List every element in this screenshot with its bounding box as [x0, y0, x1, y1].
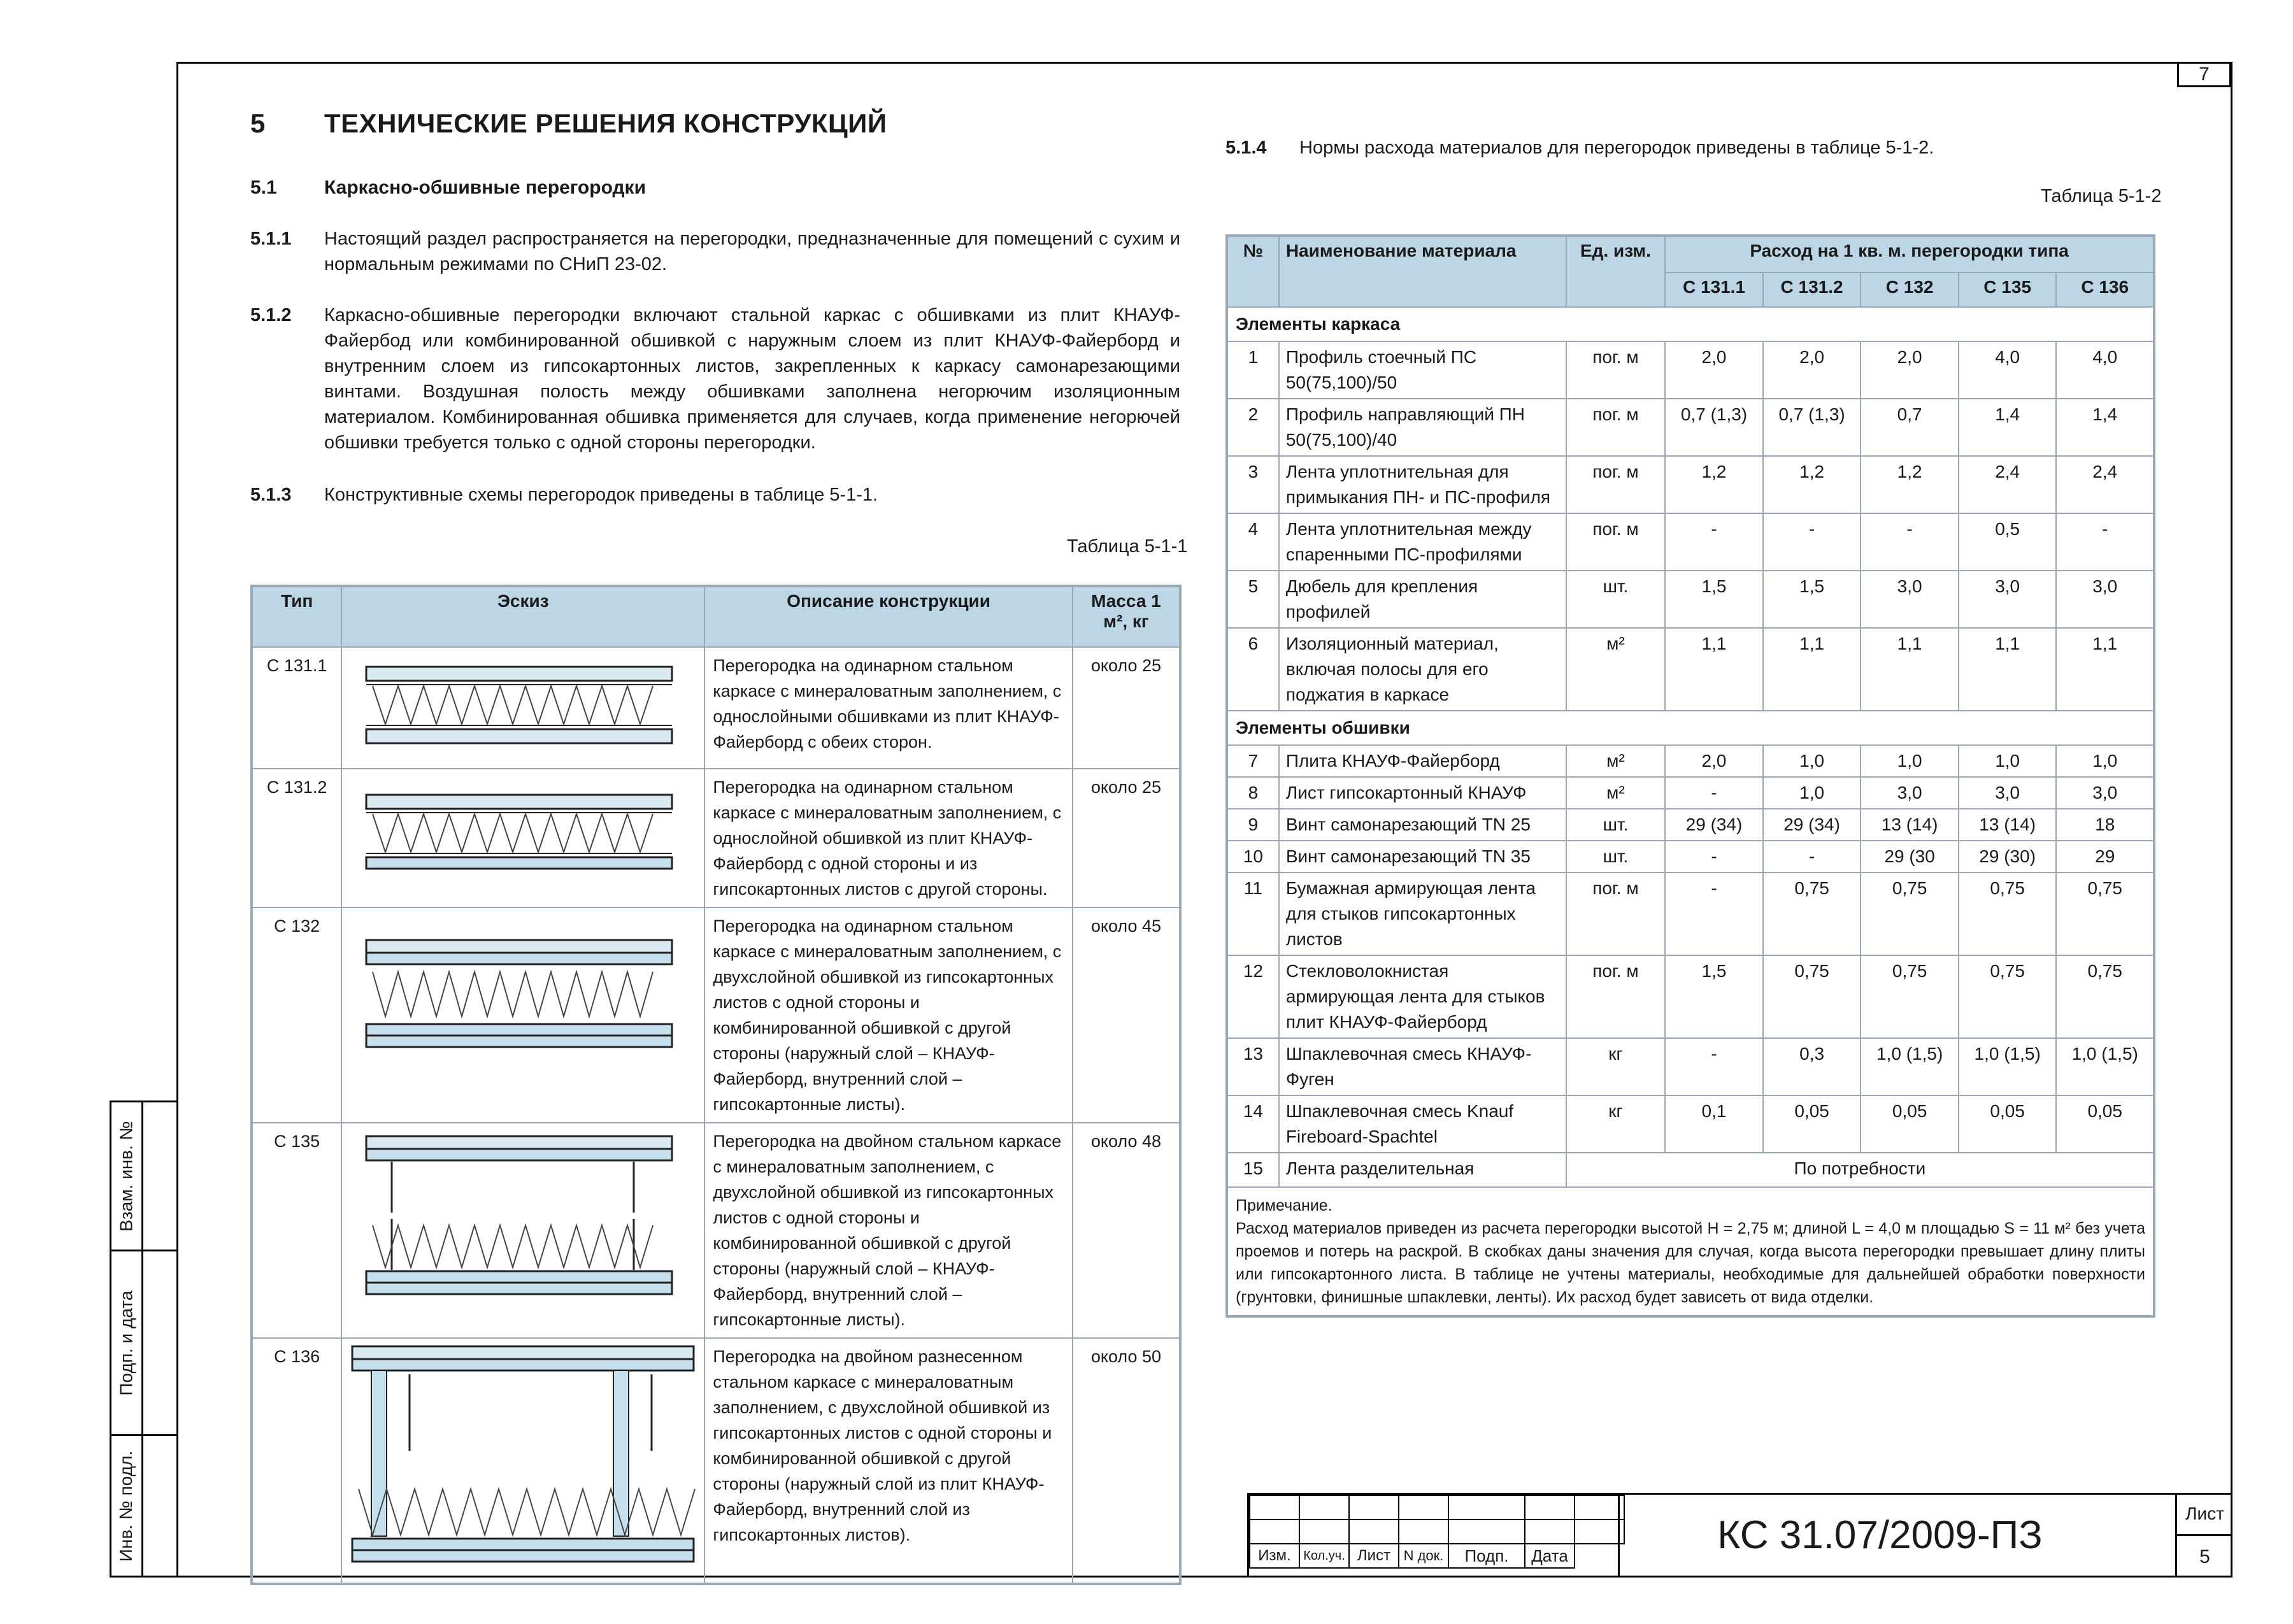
value-cell: 4,0: [2056, 341, 2154, 399]
value-cell: -: [1665, 1038, 1763, 1095]
value-cell: 0,5: [1959, 513, 2057, 571]
subsection-heading: 5.1 Каркасно-обшивные перегородки: [250, 177, 646, 198]
name-cell: Плита КНАУФ-Файерборд: [1279, 745, 1566, 777]
no-cell: 6: [1227, 628, 1279, 711]
value-cell: 1,1: [1861, 628, 1959, 711]
unit-cell: м²: [1566, 745, 1666, 777]
no-cell: 7: [1227, 745, 1279, 777]
no-cell: 5: [1227, 571, 1279, 628]
value-cell: 0,05: [2056, 1095, 2154, 1153]
stamp-podp: Подп.: [1448, 1544, 1525, 1568]
value-cell: -: [1763, 841, 1861, 873]
stamp-izm: Изм.: [1250, 1544, 1299, 1568]
col-header-type: С 136: [2056, 273, 2154, 307]
value-cell: 1,0: [1763, 777, 1861, 809]
value-cell: 0,7: [1861, 399, 1959, 456]
value-cell: 0,75: [1959, 873, 2057, 955]
value-cell: 0,75: [1861, 955, 1959, 1038]
partition-sketch: [354, 654, 685, 755]
desc-cell: Перегородка на одинарном стальном каркасе с минераловатным заполнением, с однослойными обшивками из плит КНАУФ-Файерборд с обеих сторон.: [704, 647, 1073, 769]
paragraph-5-1-2: 5.1.2 Каркасно-обшивные перегородки включают стальной каркас с обшивками из плит КНАУФ-Файербод или комбинированной обшивкой с наружным слоем из плит КНАУФ-Файерборд и внутренним слоем из гипсокартонных листов, закрепленных к каркасу самонарезающими винтами. Воздушная полость между обшивками заполнена негорючим изоляционным материалом. Комбинированная обшивка применяется для случаев, когда применение негорючей обшивки требуется только с одной стороны перегородки.: [250, 305, 1180, 453]
side-cell-empty: [141, 1436, 178, 1578]
desc-cell: Перегородка на двойном разнесенном стальном каркасе с минераловатным заполнением, с двухслойной обшивкой из гипсокартонных листов с одной стороны и комбинированной обшивкой с другой стороны (наружный слой из плит КНАУФ-Файерборд, внутренний слой из гипсокартонных листов).: [704, 1338, 1073, 1584]
name-cell: Бумажная армирующая лента для стыков гипсокартонных листов: [1279, 873, 1566, 955]
no-cell: 13: [1227, 1038, 1279, 1095]
col-header-type: С 132: [1861, 273, 1959, 307]
no-cell: 2: [1227, 399, 1279, 456]
sheet-top-number: 7: [2177, 62, 2231, 87]
table-row: [1227, 955, 2154, 1038]
col-header-name: Наименование материала: [1279, 236, 1566, 307]
value-cell: 2,4: [2056, 456, 2154, 513]
no-cell: 12: [1227, 955, 1279, 1038]
mass-cell: около 45: [1073, 908, 1180, 1123]
unit-cell: пог. м: [1566, 955, 1666, 1038]
section-heading: 5 ТЕХНИЧЕСКИЕ РЕШЕНИЯ КОНСТРУКЦИЙ: [250, 108, 887, 138]
desc-cell: Перегородка на двойном стальном каркасе с минераловатным заполнением, с двухслойной обшивкой из гипсокартонных листов с одной стороны и комбинированной обшивкой с другой стороны (наружный слой – КНАУФ-Файерборд, внутренний слой – гипсокартонные листы).: [704, 1123, 1073, 1338]
no-cell: 1: [1227, 341, 1279, 399]
unit-cell: кг: [1566, 1038, 1666, 1095]
value-cell: 4,0: [1959, 341, 2057, 399]
value-cell: 29 (30): [1959, 841, 2057, 873]
no-cell: 4: [1227, 513, 1279, 571]
value-cell: 3,0: [1861, 571, 1959, 628]
name-cell: Винт самонарезающий TN 25: [1279, 809, 1566, 841]
value-cell: 3,0: [2056, 777, 2154, 809]
sheet-label: Лист: [2177, 1493, 2232, 1536]
name-cell: Лента уплотнительная для примыкания ПН- и ПС-профиля: [1279, 456, 1566, 513]
unit-cell: пог. м: [1566, 513, 1666, 571]
type-cell: С 136: [252, 1338, 341, 1584]
mass-cell: около 25: [1073, 769, 1180, 908]
side-cell-empty: [141, 1251, 178, 1436]
mass-cell: около 48: [1073, 1123, 1180, 1338]
mass-cell: около 25: [1073, 647, 1180, 769]
name-cell: Шпаклевочная смесь КНАУФ-Фуген: [1279, 1038, 1566, 1095]
value-cell: -: [1665, 873, 1763, 955]
sketch-c131-2: [341, 769, 704, 908]
unit-cell: шт.: [1566, 571, 1666, 628]
table-note: [1227, 1187, 2154, 1316]
value-cell: 1,0: [2056, 745, 2154, 777]
partition-sketch: [354, 776, 685, 884]
unit-cell: м²: [1566, 777, 1666, 809]
desc-cell: Перегородка на одинарном стальном каркасе с минераловатным заполнением, с двухслойной обшивкой из гипсокартонных листов с одной стороны и комбинированной обшивкой с другой стороны (наружный слой – КНАУФ-Файерборд, внутренний слой – гипсокартонные листы).: [704, 908, 1073, 1123]
value-cell: 1,0: [1763, 745, 1861, 777]
sketch-c136: [341, 1338, 704, 1584]
value-cell: 0,1: [1665, 1095, 1763, 1153]
partition-sketch: [346, 1343, 700, 1572]
note-title: Примечание.: [1236, 1197, 1332, 1214]
document-code: КС 31.07/2009-ПЗ: [1618, 1493, 2140, 1578]
value-cell: 18: [2056, 809, 2154, 841]
sketch-c131-1: [341, 647, 704, 769]
sketch-c135: [341, 1123, 704, 1338]
table-row: [1227, 399, 2154, 456]
table-row: [1227, 571, 2154, 628]
value-cell: 2,0: [1861, 341, 1959, 399]
value-cell: 0,3: [1763, 1038, 1861, 1095]
value-cell: 3,0: [1959, 777, 2057, 809]
value-cell: 1,4: [2056, 399, 2154, 456]
value-cell: 0,75: [1763, 873, 1861, 955]
table-row: [1227, 745, 2154, 777]
unit-cell: пог. м: [1566, 341, 1666, 399]
name-cell: Дюбель для крепления профилей: [1279, 571, 1566, 628]
value-cell: 0,75: [1861, 873, 1959, 955]
section-row-frame: Элементы каркаса: [1227, 307, 2154, 341]
col-header-type: Тип: [252, 586, 341, 647]
stamp-list: Лист: [1349, 1544, 1399, 1568]
unit-cell: пог. м: [1566, 873, 1666, 955]
value-cell: -: [1763, 513, 1861, 571]
value-cell: -: [1665, 513, 1763, 571]
side-label-inv: Инв. № подл.: [110, 1436, 141, 1578]
no-cell: 14: [1227, 1095, 1279, 1153]
revision-grid: [1249, 1495, 1625, 1569]
table-row: [1227, 777, 2154, 809]
col-header-unit: Ед. изм.: [1566, 236, 1666, 307]
value-cell: 0,05: [1861, 1095, 1959, 1153]
unit-cell: пог. м: [1566, 456, 1666, 513]
table-5-1-1: [250, 585, 1182, 1585]
value-cell: 1,5: [1763, 571, 1861, 628]
value-cell: 1,0 (1,5): [1861, 1038, 1959, 1095]
sketch-c132: [341, 908, 704, 1123]
value-cell: 3,0: [1959, 571, 2057, 628]
value-cell: 0,7 (1,3): [1665, 399, 1763, 456]
col-header-mass: Масса 1 м², кг: [1073, 586, 1180, 647]
value-cell: 1,2: [1763, 456, 1861, 513]
value-cell: 2,0: [1763, 341, 1861, 399]
table-row: [252, 1338, 1180, 1584]
value-cell: 0,05: [1763, 1095, 1861, 1153]
value-cell: 29 (34): [1665, 809, 1763, 841]
value-cell: 1,4: [1959, 399, 2057, 456]
value-cell: 13 (14): [1959, 809, 2057, 841]
cladding-rows: [1227, 745, 2154, 1153]
value-cell: 1,1: [1763, 628, 1861, 711]
table2-caption: Таблица 5-1-2: [2041, 186, 2162, 206]
table-row: [1227, 341, 2154, 399]
table-row: [1227, 809, 2154, 841]
type-cell: С 131.2: [252, 769, 341, 908]
value-cell: 0,7 (1,3): [1763, 399, 1861, 456]
type-cell: С 132: [252, 908, 341, 1123]
col-header-type: С 131.2: [1763, 273, 1861, 307]
unit-cell: шт.: [1566, 841, 1666, 873]
col-header-type: С 131.1: [1665, 273, 1763, 307]
paragraph-5-1-3: 5.1.3 Конструктивные схемы перегородок приведены в таблице 5-1-1.: [250, 485, 878, 505]
name-cell: Стекловолокнистая армирующая лента для стыков плит КНАУФ-Файерборд: [1279, 955, 1566, 1038]
value-cell: -: [2056, 513, 2154, 571]
value-cell: 0,75: [1959, 955, 2057, 1038]
no-cell: 9: [1227, 809, 1279, 841]
paragraph-5-1-4: 5.1.4 Нормы расхода материалов для перегородок приведены в таблице 5-1-2.: [1225, 138, 1934, 158]
no-cell: 8: [1227, 777, 1279, 809]
side-cell-empty: [141, 1100, 178, 1251]
no-cell: 11: [1227, 873, 1279, 955]
no-cell: 10: [1227, 841, 1279, 873]
name-cell: Шпаклевочная смесь Knauf Fireboard-Spachtel: [1279, 1095, 1566, 1153]
value-cell: 1,0 (1,5): [1959, 1038, 2057, 1095]
value-cell: 1,5: [1665, 955, 1763, 1038]
value-cell: 0,75: [2056, 873, 2154, 955]
value-cell: 1,0 (1,5): [2056, 1038, 2154, 1095]
name-cell: Профиль направляющий ПН 50(75,100)/40: [1279, 399, 1566, 456]
value-cell: 0,75: [1763, 955, 1861, 1038]
col-header-sketch: Эскиз: [341, 586, 704, 647]
col-header-type: С 135: [1959, 273, 2057, 307]
value-cell: 29 (30: [1861, 841, 1959, 873]
table-row: [252, 647, 1180, 769]
unit-cell: шт.: [1566, 809, 1666, 841]
value-cell: 1,0: [1861, 745, 1959, 777]
name-cell: Профиль стоечный ПС 50(75,100)/50: [1279, 341, 1566, 399]
paragraph-5-1-1: 5.1.1 Настоящий раздел распространяется на перегородки, предназначенные для помещений с сухим и нормальным режимами по СНиП 23-02.: [250, 229, 1180, 274]
value-cell: 2,0: [1665, 745, 1763, 777]
name-cell: Лист гипсокартонный КНАУФ: [1279, 777, 1566, 809]
side-label-podp: Подп. и дата: [110, 1251, 141, 1436]
desc-cell: Перегородка на одинарном стальном каркасе с минераловатным заполнением, с однослойной обшивкой из плит КНАУФ-Файерборд с одной стороны и из гипсокартонных листов с другой стороны.: [704, 769, 1073, 908]
no-cell: 3: [1227, 456, 1279, 513]
unit-cell: пог. м: [1566, 399, 1666, 456]
name-cell: Изоляционный материал, включая полосы для его поджатия в каркасе: [1279, 628, 1566, 711]
no-cell: 15: [1227, 1153, 1279, 1187]
type-cell: С 131.1: [252, 647, 341, 769]
col-header-group: Расход на 1 кв. м. перегородки типа: [1665, 236, 2154, 273]
table-row: [1227, 873, 2154, 955]
value-cell: 0,05: [1959, 1095, 2057, 1153]
value-cell: 29: [2056, 841, 2154, 873]
value-cell: 2,4: [1959, 456, 2057, 513]
merged-cell: По потребности: [1566, 1153, 2154, 1187]
stamp-data: Дата: [1525, 1544, 1575, 1568]
value-cell: 13 (14): [1861, 809, 1959, 841]
name-cell: Лента разделительная: [1279, 1153, 1566, 1187]
note-text: Расход материалов приведен из расчета перегородки высотой Н = 2,75 м; длиной L = 4,0 м площадью S = 11 м² без учета проемов и потерь на раскрой. В скобках даны значения для случая, когда высота перегородки превышает длину плиты или гипсокартонного листа. В таблице не учтены материалы, необходимые для дальнейшей обработки поверхности (грунтовки, финишные шпаклевки, ленты). Их расход будет зависеть от вида отделки.: [1236, 1220, 2145, 1306]
mass-cell: около 50: [1073, 1338, 1180, 1584]
table1-caption: Таблица 5-1-1: [1067, 536, 1188, 557]
table-row: [1227, 1038, 2154, 1095]
value-cell: 1,0: [1959, 745, 2057, 777]
table-row: [1227, 1153, 2154, 1187]
table-row: [1227, 1095, 2154, 1153]
col-header-no: №: [1227, 236, 1279, 307]
table-row: [1227, 628, 2154, 711]
partition-sketch: [354, 1130, 685, 1302]
partition-sketch: [354, 915, 685, 1067]
name-cell: Лента уплотнительная между спаренными ПС-профилями: [1279, 513, 1566, 571]
value-cell: 29 (34): [1763, 809, 1861, 841]
section-row-cladding: Элементы обшивки: [1227, 711, 2154, 745]
value-cell: 1,1: [1665, 628, 1763, 711]
stamp-kol: Кол.уч.: [1299, 1544, 1349, 1568]
value-cell: -: [1665, 841, 1763, 873]
table-row: [252, 1123, 1180, 1338]
type-cell: С 135: [252, 1123, 341, 1338]
unit-cell: м²: [1566, 628, 1666, 711]
unit-cell: кг: [1566, 1095, 1666, 1153]
value-cell: -: [1861, 513, 1959, 571]
value-cell: -: [1665, 777, 1763, 809]
sheet-number-box: [2175, 1493, 2232, 1578]
value-cell: 1,1: [1959, 628, 2057, 711]
table-row: [1227, 513, 2154, 571]
value-cell: 1,5: [1665, 571, 1763, 628]
frame-rows: [1227, 341, 2154, 711]
sheet-number: 5: [2199, 1546, 2210, 1567]
side-strip: [110, 1100, 178, 1578]
value-cell: 1,2: [1665, 456, 1763, 513]
value-cell: 1,1: [2056, 628, 2154, 711]
value-cell: 3,0: [1861, 777, 1959, 809]
col-header-desc: Описание конструкции: [704, 586, 1073, 647]
table-5-1-2: [1225, 234, 2155, 1318]
value-cell: 0,75: [2056, 955, 2154, 1038]
table-row: [1227, 456, 2154, 513]
value-cell: 1,2: [1861, 456, 1959, 513]
table-row: [252, 908, 1180, 1123]
stamp-ndok: N док.: [1399, 1544, 1448, 1568]
table-row: [1227, 841, 2154, 873]
value-cell: 2,0: [1665, 341, 1763, 399]
side-label-vzam: Взам. инв. №: [110, 1100, 141, 1251]
value-cell: 3,0: [2056, 571, 2154, 628]
table-row: [252, 769, 1180, 908]
name-cell: Винт самонарезающий TN 35: [1279, 841, 1566, 873]
